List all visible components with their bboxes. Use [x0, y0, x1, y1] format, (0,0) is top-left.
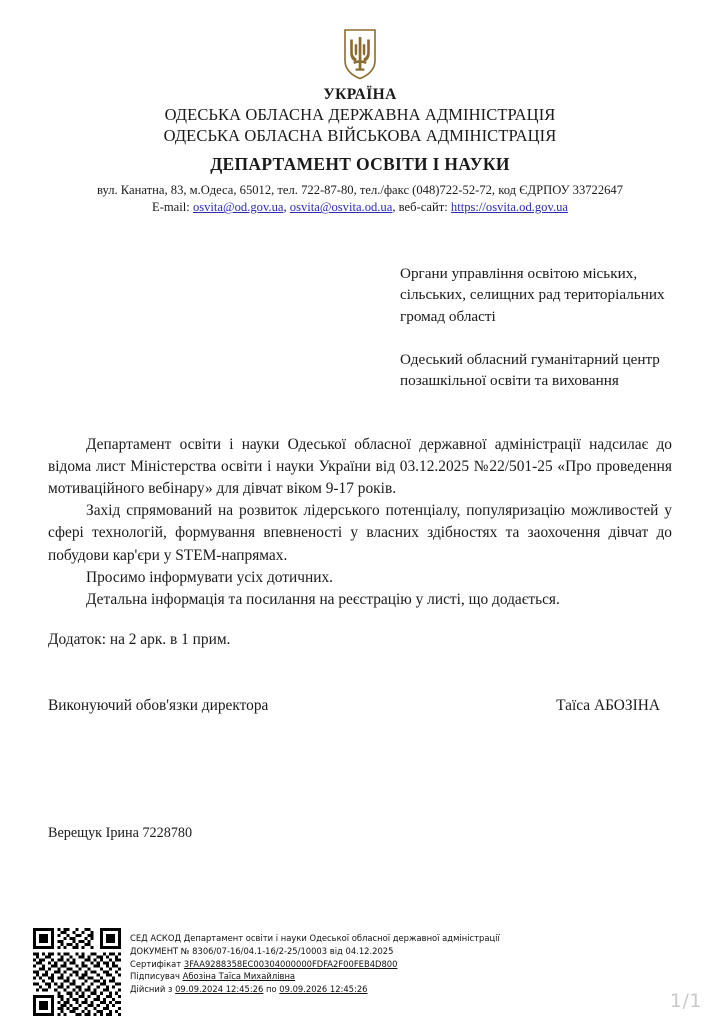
esign-valid-label: Дійсний з [130, 984, 173, 995]
website-label: веб-сайт: [398, 200, 448, 215]
attachment-note: Додаток: на 2 арк. в 1 прим. [48, 631, 231, 649]
address-line: вул. Канатна, 83, м.Одеса, 65012, тел. 722-87-80, тел./факс (048)722-52-72, код ЄДРПОУ 33722647 [96, 183, 624, 198]
page-indicator: 1/1 [669, 990, 702, 1012]
department-title: ДЕПАРТАМЕНТ ОСВІТИ І НАУКИ [210, 154, 510, 175]
body-paragraph-2: Захід спрямований на розвиток лідерського потенціалу, популяризацію можливостей у сфері технологій, формування впевненості у власних здібностях та заохочення дівчат до побудови кар'єри у STEM-напрямах. [48, 502, 672, 564]
esign-document-line [130, 945, 500, 958]
emblem-container [48, 0, 672, 80]
organization-line-1: ОДЕСЬКА ОБЛАСНА ДЕРЖАВНА АДМІНІСТРАЦІЯ [164, 105, 556, 124]
esign-valid-from: 09.09.2024 12:45:26 [175, 984, 264, 995]
organization-line-2: ОДЕСЬКА ОБЛАСНА ВІЙСЬКОВА АДМІНІСТРАЦІЯ [163, 126, 557, 146]
ukraine-trident-emblem-icon [342, 28, 378, 80]
addressee-block-container [48, 263, 672, 392]
esign-signer-line [130, 970, 500, 983]
contacts-line: E-mail: osvita@od.gov.ua, osvita@osvita.od.ua, веб-сайт: https://osvita.od.gov.ua [152, 200, 568, 215]
esign-document-date-prefix: від [329, 945, 343, 956]
esign-signer-label: Підписувач [130, 971, 180, 982]
signature-row [48, 697, 672, 715]
addressee-2: Одеський обласний гуманітарний центр позашкільної освіти та виховання [400, 350, 660, 390]
country-title: УКРАЇНА [323, 86, 397, 103]
email-link-2[interactable]: osvita@osvita.od.ua [289, 200, 393, 215]
email-separator: , [283, 200, 287, 215]
esign-document-label: ДОКУМЕНТ № [130, 945, 190, 956]
body-paragraph-4: Детальна інформація та посилання на реєстрацію у листі, що додається. [86, 590, 560, 608]
body-text [48, 434, 672, 611]
body-paragraph-1: Департамент освіти і науки Одеської обласної державної адміністрації надсилає до відома лист Міністерства освіти і науки України від 03.12.2025 №22/501-25 «Про проведення мотиваційного вебінару» для дівчат віком 9-17 років. [48, 435, 672, 498]
esign-system-line [130, 932, 500, 945]
signatory-position: Виконуючий обов'язки директора [48, 697, 269, 715]
electronic-signature-block [33, 928, 693, 1016]
esign-certificate-label: Сертифікат [130, 958, 182, 969]
email-label: E-mail: [152, 200, 190, 215]
addressee-1: Органи управління освітою міських, сільських, селищних рад територіальних громад області [400, 264, 665, 325]
body-paragraph-3: Просимо інформувати усіх дотичних. [86, 568, 334, 586]
esign-certificate-line [130, 958, 500, 971]
esign-document-date: 04.12.2025 [345, 945, 394, 956]
executor-contact: Верещук Ірина 7228780 [48, 825, 193, 842]
esign-system-org: Департамент освіти і науки Одеської обласної державної адміністрації [183, 933, 500, 943]
esign-certificate-value: 3FAA9288358EC00304000000FDFA2F00FEB4D800 [183, 958, 398, 969]
email-link-1[interactable]: osvita@od.gov.ua [192, 200, 284, 215]
esign-valid-to: 09.09.2026 12:45:26 [279, 984, 368, 995]
signatory-name: Таїса АБОЗІНА [556, 697, 660, 715]
esign-document-number: 8306/07-16/04.1-16/2-25/10003 [192, 945, 328, 956]
esign-signer-value: Абозіна Таїса Михайлівна [182, 971, 296, 982]
esign-system-label: СЕД АСКОД [130, 933, 182, 943]
qr-code-icon [33, 928, 121, 1016]
esign-valid-to-label: по [265, 984, 277, 995]
esign-validity-line [130, 983, 500, 996]
website-link[interactable]: https://osvita.od.gov.ua [450, 200, 568, 215]
esign-details [130, 928, 500, 996]
